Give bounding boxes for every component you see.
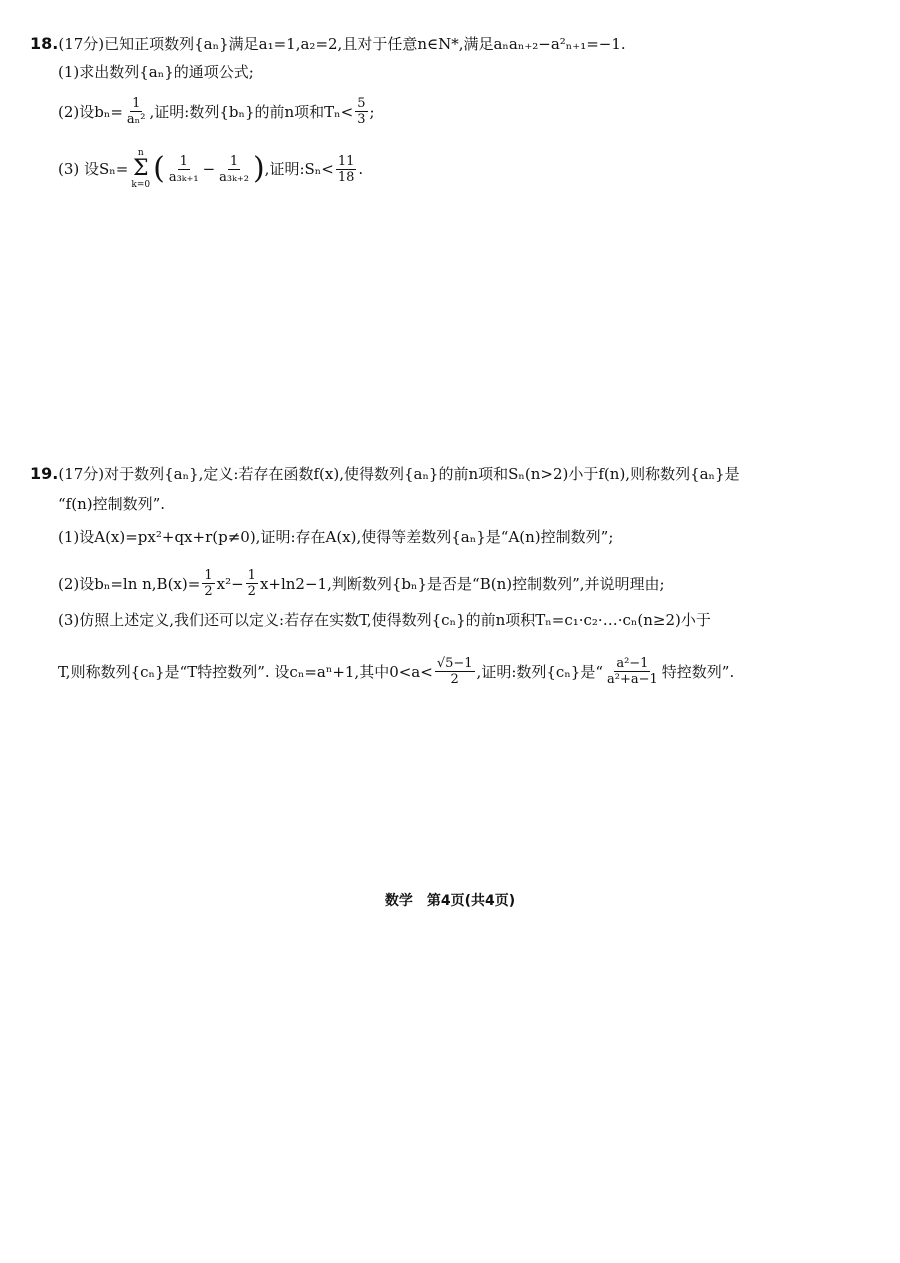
right-paren: ) (252, 151, 265, 186)
page-footer: 数学 第4页(共4页) (384, 893, 516, 909)
q18-part3-term1-num: 1 (179, 153, 188, 169)
q18-part3-end: . (358, 160, 364, 178)
q19-number: 19. (30, 464, 59, 483)
q18-part2-bound (355, 96, 367, 127)
q19-part3-frac2-den: a²+a−1 (607, 672, 658, 687)
q18-part2-mid: ,证明:数列{bₙ}的前n项和Tₙ< (149, 102, 354, 121)
q19-part3-end: 特控数列”. (661, 662, 735, 681)
q19-part3-frac1-den: 2 (450, 672, 459, 687)
q18-part2-bound-den: 3 (357, 112, 366, 127)
q18-part2-pre: (2)设bₙ= (58, 102, 123, 121)
q19-part2-pre: (2)设bₙ=ln n,B(x)= (58, 574, 201, 593)
q19-part2-mid1: x²− (216, 574, 244, 593)
q18-part3-term2 (217, 154, 251, 185)
sigma-icon: Σ (132, 156, 149, 181)
q19-part2-frac1-den: 2 (204, 584, 213, 599)
q19-part1-text: (1)设A(x)=px²+qx+r(p≠0),证明:存在A(x),使得等差数列{aₙ}是“A(n)控制数列”; (58, 528, 614, 546)
q18-number: 18. (30, 34, 59, 53)
q19-part3-frac1-num: √5−1 (436, 656, 473, 671)
q18-part2 (58, 96, 375, 127)
q19-stem-line2 (58, 494, 165, 514)
q19-part3-line1-text: (3)仿照上述定义,我们还可以定义:若存在实数T,使得数列{cₙ}的前n项积Tₙ=c₁·c₂·…·cₙ(n≥2)小于 (58, 611, 711, 629)
q18-part3-mid: ,证明:Sₙ< (264, 160, 334, 178)
minus-sign: − (202, 160, 216, 178)
q18-part1 (58, 62, 254, 82)
q18-part2-end: ; (369, 102, 375, 121)
q19-part2 (58, 568, 665, 599)
q18-part3-bound-num: 11 (337, 153, 355, 169)
q19-part3-frac2-num: a²−1 (616, 656, 649, 671)
q19-part3-mid: ,证明:数列{cₙ}是“ (476, 662, 604, 681)
q19-part2-frac1 (202, 568, 214, 599)
q19-part3-line2 (58, 656, 734, 687)
q19-part2-frac2-num: 1 (247, 568, 256, 583)
q18-stem: (17分)已知正项数列{aₙ}满足a₁=1,a₂=2,且对于任意n∈N*,满足aₙaₙ₊₂−a²ₙ₊₁=−1. (58, 35, 626, 53)
q19-stem-line1 (30, 464, 740, 484)
q19-stem2: “f(n)控制数列”. (58, 495, 166, 513)
sum-lower-limit: k=0 (131, 180, 151, 190)
q19-part2-frac2-den: 2 (247, 584, 256, 599)
summation-symbol (131, 148, 150, 190)
q19-part3-line2-pre: T,则称数列{cₙ}是“T特控数列”. 设cₙ=aⁿ+1,其中0<a< (58, 662, 433, 681)
q19-stem1: (17分)对于数列{aₙ},定义:若存在函数f(x),使得数列{aₙ}的前n项和Sₙ(n>2)小于f(n),则称数列{aₙ}是 (58, 465, 740, 483)
q18-part3-pre: (3) 设Sₙ= (58, 160, 129, 178)
q18-part2-frac-num: 1 (132, 96, 141, 111)
q19-part3-line1 (58, 610, 711, 630)
q18-part2-fraction (125, 96, 148, 127)
sum-upper-limit: n (137, 148, 144, 158)
q18-part3-term2-num: 1 (229, 153, 239, 169)
q19-part2-frac1-num: 1 (204, 568, 213, 583)
q19-part3-frac1 (435, 656, 475, 687)
q18-part1-text: (1)求出数列{aₙ}的通项公式; (58, 63, 254, 81)
q19-part1 (58, 527, 613, 547)
q18-part3-term1 (167, 154, 201, 185)
q18-part3-term2-den: a₃ₖ₊₂ (219, 169, 249, 185)
q18-part3-bound-den: 18 (337, 169, 355, 185)
q18-part3-term1-den: a₃ₖ₊₁ (168, 169, 199, 185)
q19-part2-frac2 (246, 568, 258, 599)
q18-part3-bound (336, 154, 357, 185)
q18-part3 (58, 148, 363, 190)
q19-part2-rest: x+ln2−1,判断数列{bₙ}是否是“B(n)控制数列”,并说明理由; (259, 574, 665, 593)
q18-part2-frac-den: aₙ² (126, 112, 146, 127)
q18-stem-line (30, 34, 626, 54)
q18-part2-bound-num: 5 (357, 96, 366, 111)
left-paren: ( (153, 151, 165, 186)
q19-part3-frac2 (605, 656, 660, 687)
